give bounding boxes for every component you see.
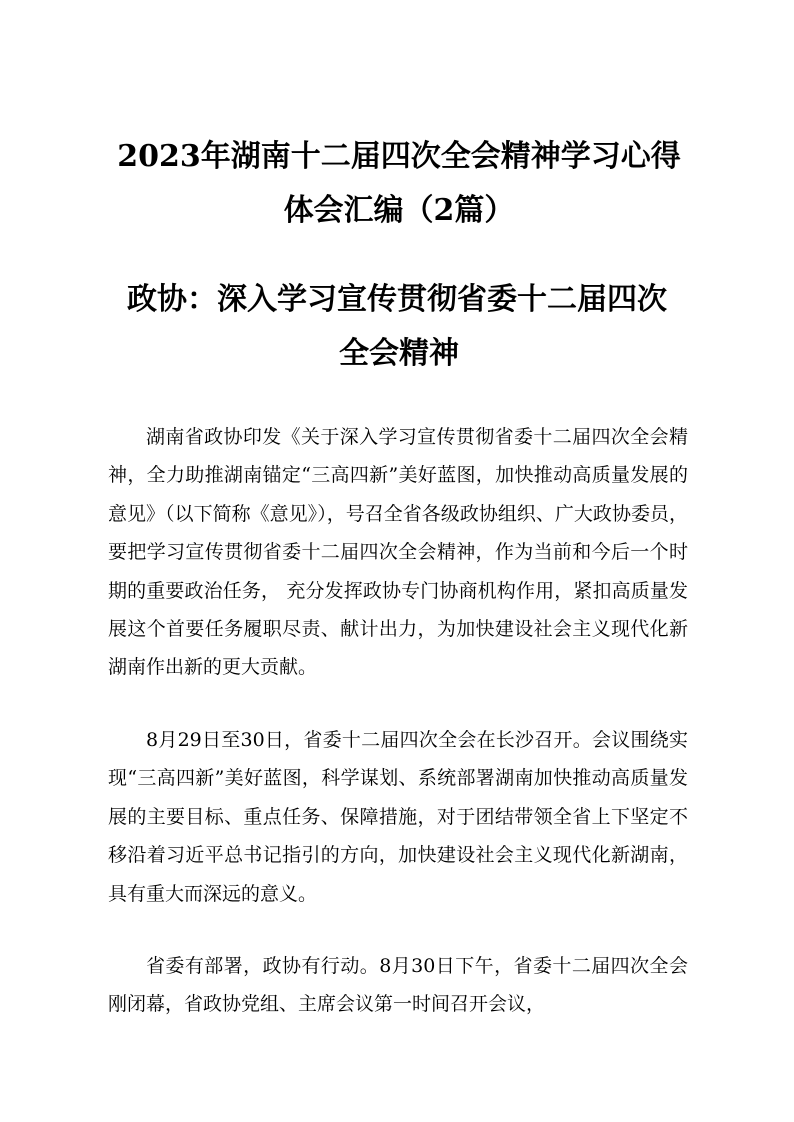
section-title-line-1: 政协：深入学习宣传贯彻省委十二届四次 xyxy=(127,282,667,317)
document-title-line-2: 体会汇编（2篇） xyxy=(283,193,515,228)
body-paragraph-2: 8月29日至30日，省委十二届四次全会在长沙召开。会议围绕实现“三高四新”美好蓝图，科学谋划、系统部署湖南加快推动高质量发展的主要目标、重点任务、保障措施，对于团结带领全省上下坚定不移沿着习近平总书记指引的方向，加快建设社会主义现代化新湖南，具有重大而深远的意义。 xyxy=(108,729,688,905)
body-paragraph-3: 省委有部署，政协有行动。8月30日下午，省委十二届四次全会刚闭幕，省政协党组、主席会议第一时间召开会议， xyxy=(108,955,688,1016)
document-title-line-1: 2023年湖南十二届四次全会精神学习心得 xyxy=(117,139,681,174)
section-title-line-2: 全会精神 xyxy=(339,336,459,371)
body-paragraph-1: 湖南省政协印发《关于深入学习宣传贯彻省委十二届四次全会精神，全力助推湖南锚定“三高四新”美好蓝图，加快推动高质量发展的意见》（以下简称《意见》），号召全省各级政协组织、广大政协委员，要把学习宣传贯彻省委十二届四次全会精神，作为当前和今后一个时期的重要政治任务， 充分发挥政协专门协商机构作用，紧扣高质量发展这个首要任务履职尽责、献计出力，为加快建设社会主义现代化新湖南作出新的更大贡献。 xyxy=(108,426,688,679)
